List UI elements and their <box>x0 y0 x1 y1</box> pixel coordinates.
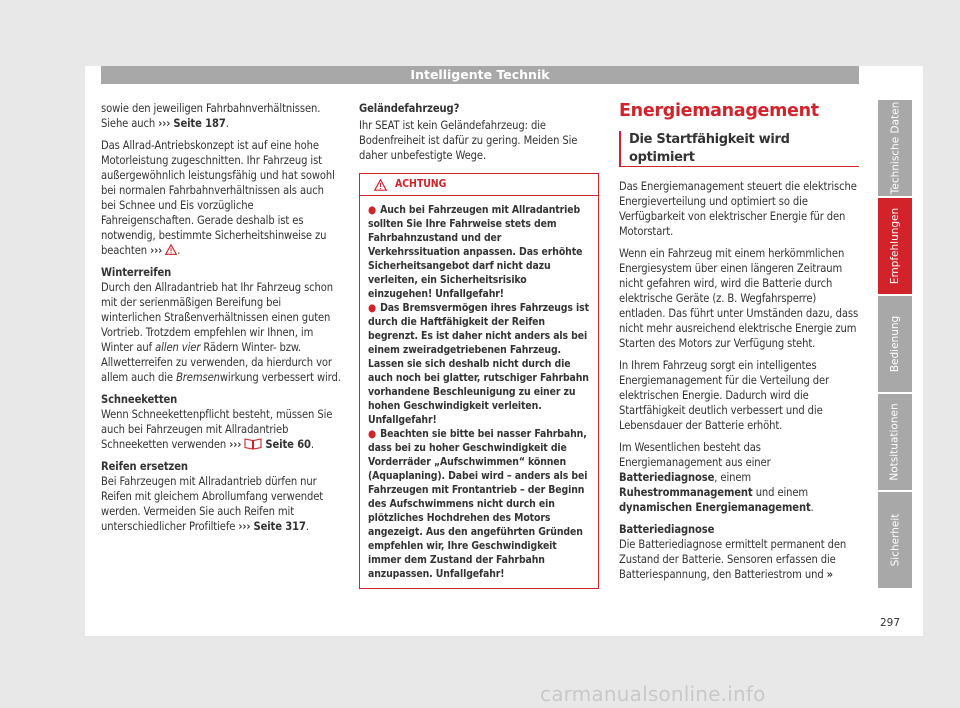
paragraph: Das Allrad-Antriebskonzept ist auf eine hohe Motorleistung zugeschnitten. Ihr Fahrzeug ist außergewöhnlich leistungsfähig und hat sowohl bei normalen Fahrbahnverhältnissen als auch bei Schnee und Eis vorzügliche Fahreigenschaften. Gerade deshalb ist es notwendig, bestimmte Sicherheitshinweise zu beachten ››› . <box>101 139 335 257</box>
text: Das Allrad-Antriebskonzept ist auf eine hohe Motorleistung zugeschnitten. Ihr Fahrzeug ist außergewöhnlich leistungsfähig und hat sowohl bei normalen Fahrbahnverhältnissen als auch bei Schnee und Eis vorzügliche Fahreigenschaften. Gerade deshalb ist es notwendig, bestimmte Sicherheitshinweise zu beachten <box>101 139 335 257</box>
tab-bedienung[interactable] <box>878 296 912 392</box>
paragraph: Wenn ein Fahrzeug mit einem herkömmlichen Energiesystem über einen längeren Zeitraum nicht gefahren wird, wird die Batterie durch elektrische Geräte (z. B. Wegfahrsperre) entladen. Das führt unter Umständen dazu, dass nicht mehr ausreichend elektrische Energie zum Starten des Motors zur Verfügung steht. <box>619 247 859 350</box>
paragraph <box>101 474 341 534</box>
paragraph <box>101 407 341 452</box>
text: . <box>810 501 814 514</box>
warning-text: Beachten sie bitte bei nasser Fahrbahn, dass bei zu hoher Geschwindigkeit die Vorderräder „Aufschwimmen“ können (Aquaplaning). Dabei wird – anders als bei Fahrzeugen mit Frontantrieb – der Beginn des Aufschwimmens nicht durch ein plötzliches Hochdrehen des Motors angezeigt. Aus den angeführten Gründen empfehlen wir, Ihre Geschwindigkeit immer dem Zustand der Fahrbahn anzupassen. Unfallgefahr! <box>368 428 588 580</box>
paragraph <box>619 537 859 582</box>
ref-arrow-icon: ››› <box>150 244 163 257</box>
column-right <box>619 101 859 589</box>
text: . <box>310 438 314 451</box>
bold-text: Ruhestrommanagement <box>619 486 753 499</box>
text: wirkung verbessert wird. <box>219 371 341 384</box>
warning-triangle-icon[interactable] <box>165 244 177 255</box>
text: Die Batteriediagnose ermittelt permanent den Zustand der Batterie. Sensoren erfassen die Batteriespannung, den Batteriestrom und <box>619 538 847 581</box>
warning-body <box>360 196 598 588</box>
subsection-title: Die Startfähigkeit wird optimiert <box>619 131 859 167</box>
bold-text: Batteriediagnose <box>619 471 715 484</box>
heading-gelaendefahrzeug: Geländefahrzeug? <box>359 102 460 115</box>
tab-label: Notsituationen <box>889 403 901 481</box>
text: , einem <box>714 471 752 484</box>
warning-text: Auch bei Fahrzeugen mit Allradantrieb sollten Sie Ihre Fahrweise stets dem Fahrbahnzustand und der Verkehrssituation anpassen. Das erhöhte Sicherheitsangebot darf nicht dazu verleiten, ein Sicherheitsrisiko einzugehen! Unfallgefahr! <box>368 204 583 300</box>
ref-arrow-icon: ››› <box>158 117 171 130</box>
text: Wenn Schneekettenpflicht besteht, müssen Sie auch bei Fahrzeugen mit Allradantrieb Schneeketten verwenden <box>101 408 333 451</box>
heading-batteriediagnose: Batteriediagnose <box>619 523 715 536</box>
text: . <box>225 117 229 130</box>
text: Rädern Winter- bzw. Allwetterreifen zu verwenden, da hierdurch vor allem auch die <box>101 341 332 384</box>
page-ref-link[interactable]: Seite 317 <box>253 520 306 533</box>
warning-header <box>360 174 598 196</box>
bullet-icon: ● <box>368 428 377 440</box>
heading-schneeketten: Schneeketten <box>101 393 178 406</box>
bold-text: dynamischen Energiemanagement <box>619 501 811 514</box>
paragraph: Ihr SEAT ist kein Geländefahrzeug: die Bodenfreiheit ist dafür zu gering. Meiden Sie daher unbefestigte Wege. <box>359 119 578 162</box>
text: und einem <box>755 486 809 499</box>
warning-item <box>368 301 590 427</box>
emphasis-text: allen vier <box>155 341 201 354</box>
tab-label: Empfehlungen <box>889 207 902 285</box>
bullet-icon: ● <box>368 302 377 314</box>
book-icon <box>244 437 262 450</box>
paragraph: In Ihrem Fahrzeug sorgt ein intelligentes Energiemanagement für die Verteilung der elektrischen Energie. Dadurch wird die Startfähigkeit deutlich verbessert und die Lebensdauer der Batterie erhöht. <box>619 359 830 432</box>
ref-arrow-icon: ››› <box>238 520 251 533</box>
tab-notsituationen[interactable] <box>878 394 912 490</box>
tab-technische-daten[interactable] <box>878 100 912 196</box>
tab-sicherheit[interactable] <box>878 492 912 588</box>
paragraph <box>101 280 341 385</box>
column-left <box>101 101 341 541</box>
paragraph: Das Energiemanagement steuert die elektrische Energieverteilung und optimiert so die Verfügbarkeit von elektrischer Energie für den Motorstart. <box>619 180 857 238</box>
text: Im Wesentlichen besteht das Energiemanagement aus einer <box>619 441 771 469</box>
section-title: Energiemanagement <box>619 101 819 121</box>
bullet-icon: ● <box>368 204 377 216</box>
warning-item <box>368 203 590 301</box>
text: . <box>305 520 309 533</box>
watermark: carmanualsonline.info <box>540 682 766 706</box>
continue-arrow-icon: » <box>826 568 833 581</box>
page-ref-link[interactable]: Seite 60 <box>265 438 311 451</box>
tab-label: Sicherheit <box>889 513 902 567</box>
page-number: 297 <box>880 617 901 629</box>
paragraph <box>101 101 341 131</box>
warning-box <box>359 173 599 589</box>
emphasis-text: Bremsen <box>176 371 220 384</box>
section-header: Intelligente Technik <box>101 66 859 84</box>
text: Bei Fahrzeugen mit Allradantrieb dürfen nur Reifen mit gleichem Abrollumfang verwendet werden. Vermeiden Sie auch Reifen mit unterschiedlicher Profiltiefe <box>101 475 324 533</box>
warning-text: Das Bremsvermögen ihres Fahrzeugs ist durch die Haftfähigkeit der Reifen begrenzt. Es ist daher nicht anders als bei einem zweiradgetriebenen Fahrzeug. Lassen sie sich deshalb nicht durch die auch noch bei glatter, rutschiger Fahrbahn vorhandene Beschleunigung zu einer zu hohen Geschwindigkeit verleiten. Unfallgefahr! <box>368 302 589 426</box>
tab-label: Technische Daten <box>889 101 902 195</box>
tab-empfehlungen[interactable] <box>878 198 912 294</box>
warning-item <box>368 427 590 581</box>
heading-winterreifen: Winterreifen <box>101 266 172 279</box>
heading-reifen-ersetzen: Reifen ersetzen <box>101 460 188 473</box>
warning-label: ACHTUNG <box>395 178 447 190</box>
text: Durch den Allradantrieb hat Ihr Fahrzeug schon mit der serienmäßigen Bereifung bei winterlichen Straßenverhältnissen einen guten Vortrieb. Trotzdem empfehlen wir Ihnen, im Winter auf <box>101 281 334 354</box>
text: sowie den jeweiligen Fahrbahnverhältnissen. Siehe auch <box>101 102 321 130</box>
column-middle <box>359 101 599 589</box>
warning-triangle-icon <box>374 179 387 191</box>
page-ref-link[interactable]: Seite 187 <box>173 117 226 130</box>
tab-label: Bedienung <box>889 315 901 373</box>
paragraph <box>619 440 859 515</box>
ref-arrow-icon: ››› <box>229 438 242 451</box>
